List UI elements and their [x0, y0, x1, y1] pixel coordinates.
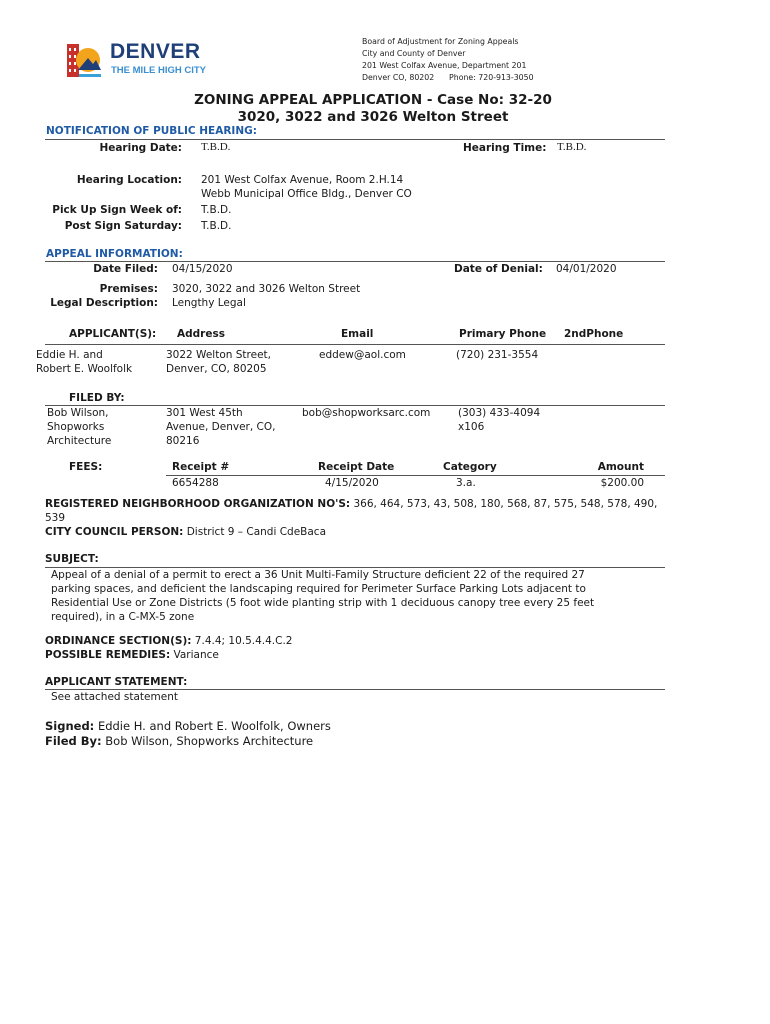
filed-label: Filed By: — [45, 734, 102, 748]
rno-value: 366, 464, 573, 43, 508, 180, 568, 87, 575, 548, 578, 490, — [353, 498, 658, 510]
fee-receipt-date: 4/15/2020 — [325, 477, 379, 489]
logo-city: DENVER — [110, 40, 201, 63]
filer-email: bob@shopworksarc.com — [302, 407, 431, 419]
rno-line1 — [45, 498, 657, 510]
premises-label: Premises: — [99, 283, 158, 295]
hearing-date-label: Hearing Date: — [99, 142, 182, 154]
col-amount-header: Amount — [597, 461, 644, 473]
date-denial-label: Date of Denial: — [454, 263, 543, 275]
applicant-name-line1: Eddie H. and — [36, 349, 103, 361]
filer-address-line2: Avenue, Denver, CO, — [166, 421, 276, 433]
hearing-location-line2: Webb Municipal Office Bldg., Denver CO — [201, 188, 412, 200]
rno-label: REGISTERED NEIGHBORHOOD ORGANIZATION NO'S: — [45, 498, 351, 510]
filed-line — [45, 734, 313, 748]
hearing-location-label: Hearing Location: — [76, 174, 182, 186]
statement-value: See attached statement — [51, 691, 178, 703]
applicant-phone: (720) 231-3554 — [456, 349, 539, 361]
applicant-address-line1: 3022 Welton Street, — [166, 349, 271, 361]
board-address-line: 201 West Colfax Avenue, Department 201 — [362, 61, 527, 70]
subject-line4: required), in a C-MX-5 zone — [51, 611, 195, 623]
subject-line1: Appeal of a denial of a permit to erect a 36 Unit Multi-Family Structure deficient 22 of the required 27 — [51, 569, 585, 581]
applicant-email: eddew@aol.com — [319, 349, 406, 361]
hearing-location-line1: 201 West Colfax Avenue, Room 2.H.14 — [201, 174, 404, 186]
post-sign-value: T.B.D. — [201, 220, 232, 232]
date-denial-value: 04/01/2020 — [556, 263, 617, 275]
pick-up-sign-value: T.B.D. — [201, 204, 232, 216]
filer-phone-line1: (303) 433-4094 — [458, 407, 541, 419]
fees-divider — [166, 475, 665, 476]
signed-value: Eddie H. and Robert E. Woolfolk, Owners — [97, 719, 331, 733]
filer-name-line1: Bob Wilson, — [47, 407, 109, 419]
col-phone2-header: 2ndPhone — [564, 328, 624, 340]
council-label: CITY COUNCIL PERSON: — [45, 526, 184, 538]
fee-receipt: 6654288 — [172, 477, 219, 489]
col-category-header: Category — [443, 461, 497, 473]
applicants-divider — [45, 344, 665, 345]
subject-label: SUBJECT: — [45, 553, 99, 565]
subject-divider — [45, 567, 665, 568]
filer-name-line2: Shopworks — [47, 421, 105, 433]
ordinance-label: ORDINANCE SECTION(S): — [45, 635, 192, 647]
council-line — [45, 526, 326, 538]
statement-label: APPLICANT STATEMENT: — [45, 676, 188, 688]
notification-heading: NOTIFICATION OF PUBLIC HEARING: — [46, 125, 257, 137]
premises-value: 3020, 3022 and 3026 Welton Street — [172, 283, 361, 295]
rno-line2: 539 — [45, 512, 66, 524]
remedies-label: POSSIBLE REMEDIES: — [45, 649, 171, 661]
filer-address-line3: 80216 — [166, 435, 200, 447]
logo-tagline: THE MILE HIGH CITY — [111, 65, 206, 76]
appeal-heading: APPEAL INFORMATION: — [46, 248, 183, 260]
remedies-line — [45, 649, 219, 661]
signed-label: Signed: — [45, 719, 95, 733]
council-value: District 9 – Candi CdeBaca — [186, 526, 327, 538]
remedies-value: Variance — [173, 649, 219, 661]
board-address-line: Denver CO, 80202 Phone: 720-913-3050 — [362, 73, 534, 82]
applicant-name-line2: Robert E. Woolfolk — [36, 363, 133, 375]
filer-phone-line2: x106 — [458, 421, 485, 433]
fee-category: 3.a. — [456, 477, 476, 489]
fees-label: FEES: — [69, 461, 103, 473]
filed-value: Bob Wilson, Shopworks Architecture — [105, 734, 314, 748]
hearing-date-value: T.B.D. — [201, 141, 231, 153]
legal-description-label: Legal Description: — [50, 297, 158, 309]
hearing-time-value: T.B.D. — [557, 141, 587, 153]
date-filed-value: 04/15/2020 — [172, 263, 233, 275]
col-receipt-header: Receipt # — [172, 461, 230, 473]
fee-amount: $200.00 — [600, 477, 644, 489]
pick-up-sign-label: Pick Up Sign Week of: — [52, 204, 182, 216]
signed-line — [45, 719, 331, 733]
board-address — [362, 36, 534, 84]
filer-name-line3: Architecture — [47, 435, 112, 447]
col-receipt-date-header: Receipt Date — [318, 461, 395, 473]
col-phone-header: Primary Phone — [459, 328, 547, 340]
page-subtitle: 3020, 3022 and 3026 Welton Street — [237, 109, 509, 125]
denver-logo — [66, 40, 236, 80]
ordinance-value: 7.4.4; 10.5.4.4.C.2 — [194, 635, 293, 647]
appeal-divider — [45, 261, 665, 262]
filer-address-line1: 301 West 45th — [166, 407, 243, 419]
subject-line2: parking spaces, and deficient the landscaping required for Perimeter Surface Parking Lots adjacent to — [51, 583, 586, 595]
date-filed-label: Date Filed: — [93, 263, 158, 275]
filed-by-heading: FILED BY: — [69, 392, 125, 404]
hearing-time-label: Hearing Time: — [463, 142, 547, 154]
board-address-line: Board of Adjustment for Zoning Appeals — [362, 37, 519, 46]
subject-line3: Residential Use or Zone Districts (5 foot wide planting strip with 1 deciduous canopy tree every 25 feet — [51, 597, 595, 609]
legal-description-value: Lengthy Legal — [172, 297, 246, 309]
ordinance-line — [45, 635, 293, 647]
notification-divider — [45, 139, 665, 140]
statement-divider — [45, 689, 665, 690]
page-title: ZONING APPEAL APPLICATION - Case No: 32-20 — [194, 92, 552, 108]
filed-by-divider — [45, 405, 665, 406]
col-address-header: Address — [177, 328, 225, 340]
board-address-line: City and County of Denver — [362, 49, 466, 58]
post-sign-label: Post Sign Saturday: — [64, 220, 182, 232]
denver-logo-icon — [66, 40, 102, 78]
applicant-address-line2: Denver, CO, 80205 — [166, 363, 267, 375]
col-applicant-header: APPLICANT(S): — [69, 328, 157, 340]
col-email-header: Email — [341, 328, 374, 340]
